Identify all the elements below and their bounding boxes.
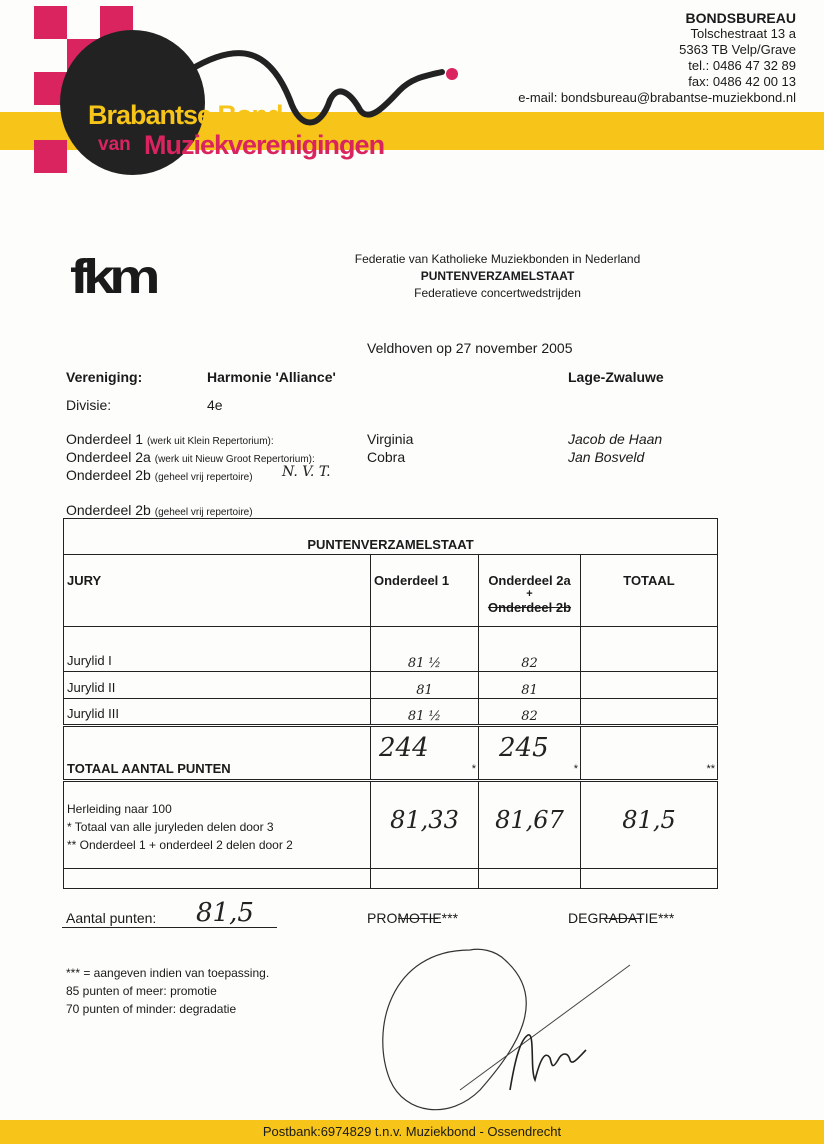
score-total bbox=[581, 699, 718, 726]
points-underline bbox=[62, 927, 277, 928]
table-row bbox=[64, 672, 718, 699]
vereniging-label: Vereniging: bbox=[66, 369, 143, 385]
conversion-onderdeel-2: 81,67 bbox=[479, 781, 581, 869]
piece-2b-label: Onderdeel 2b (geheel vrij repertoire) bbox=[66, 467, 253, 483]
total-onderdeel-1-value: 244 bbox=[379, 733, 429, 763]
score-onderdeel-1: 81 ½ bbox=[371, 699, 479, 726]
promotie-label: PROMOTIE*** bbox=[367, 910, 459, 926]
logo-text-van: van bbox=[98, 134, 131, 155]
piece-2a-composer: Jan Bosveld bbox=[568, 449, 645, 465]
header-onderdeel-1: Onderdeel 1 bbox=[371, 555, 479, 627]
office-address bbox=[518, 10, 796, 106]
degradatie-label: DEGRADATIE*** bbox=[568, 910, 675, 926]
score-onderdeel-1: 81 bbox=[371, 672, 479, 699]
total-onderdeel-1 bbox=[371, 726, 479, 781]
score-total bbox=[581, 672, 718, 699]
office-city: 5363 TB Velp/Grave bbox=[679, 42, 796, 57]
conversion-explanation: Herleiding naar 100 * Totaal van alle juryleden delen door 3 ** Onderdeel 1 + onderdeel 2 delen door 2 bbox=[64, 781, 371, 869]
vereniging-value: Harmonie 'Alliance' bbox=[207, 369, 336, 385]
federation-name: Federatie van Katholieke Muziekbonden in Nederland bbox=[354, 252, 641, 266]
intro-block bbox=[350, 252, 645, 300]
table-row bbox=[64, 699, 718, 726]
table-row-empty bbox=[64, 869, 718, 889]
total-totaal bbox=[581, 726, 718, 781]
place-date: Veldhoven op 27 november 2005 bbox=[367, 340, 573, 356]
piece-2b-handwritten: N. V. T. bbox=[282, 464, 331, 480]
piece-1-composer: Jacob de Haan bbox=[568, 431, 663, 447]
piece-1-label: Onderdeel 1 (werk uit Klein Repertorium): bbox=[66, 431, 274, 447]
divisie-value: 4e bbox=[207, 397, 223, 413]
totals-label: TOTAAL AANTAL PUNTEN bbox=[64, 726, 371, 781]
jury-name: Jurylid I bbox=[64, 627, 371, 672]
footnote-1: *** = aangeven indien van toepassing. bbox=[66, 966, 270, 980]
office-fax: fax: 0486 42 00 13 bbox=[688, 74, 796, 89]
jury-name: Jurylid III bbox=[64, 699, 371, 726]
piece-2a-title: Cobra bbox=[367, 449, 406, 465]
degradatie-strike bbox=[600, 918, 642, 919]
logo-text-line2: Muziekverenigingen bbox=[144, 130, 385, 160]
score-onderdeel-1: 81 ½ bbox=[371, 627, 479, 672]
header-totaal: TOTAAL bbox=[581, 555, 718, 627]
header-jury: JURY bbox=[64, 555, 371, 627]
total-totaal-mark: ** bbox=[706, 763, 715, 775]
form-title: PUNTENVERZAMELSTAAT bbox=[420, 269, 575, 283]
fkm-logo: fkm bbox=[70, 251, 155, 304]
piece-2a-label: Onderdeel 2a (werk uit Nieuw Groot Repertorium): bbox=[66, 449, 315, 465]
score-total bbox=[581, 627, 718, 672]
points-value: 81,5 bbox=[196, 898, 254, 928]
promotie-strike bbox=[398, 918, 438, 919]
total-onderdeel-2-mark: * bbox=[573, 763, 578, 775]
header-onderdeel-2: Onderdeel 2a + Onderdeel 2b bbox=[479, 555, 581, 627]
section-2b-label: Onderdeel 2b (geheel vrij repertoire) bbox=[66, 502, 253, 518]
totals-row bbox=[64, 726, 718, 781]
conversion-row bbox=[64, 781, 718, 869]
score-onderdeel-2: 82 bbox=[479, 699, 581, 726]
office-email: e-mail: bondsbureau@brabantse-muziekbond.nl bbox=[518, 90, 796, 105]
score-table bbox=[63, 518, 718, 889]
points-label: Aantal punten: bbox=[66, 910, 157, 926]
footnote-2: 85 punten of meer: promotie bbox=[66, 984, 217, 998]
logo-text-line1: Brabantse Bond bbox=[88, 100, 283, 130]
score-onderdeel-2: 81 bbox=[479, 672, 581, 699]
office-street: Tolschestraat 13 a bbox=[690, 26, 796, 41]
divisie-label: Divisie: bbox=[66, 397, 112, 413]
conversion-totaal: 81,5 bbox=[581, 781, 718, 869]
total-onderdeel-2 bbox=[479, 726, 581, 781]
signature bbox=[330, 940, 650, 1130]
vereniging-place: Lage-Zwaluwe bbox=[568, 369, 664, 385]
total-onderdeel-2-value: 245 bbox=[499, 733, 549, 763]
footnote-3: 70 punten of minder: degradatie bbox=[66, 1002, 237, 1016]
footer-bank: Postbank:6974829 t.n.v. Muziekbond - Ossendrecht bbox=[262, 1124, 562, 1139]
office-title: BONDSBUREAU bbox=[685, 10, 796, 26]
footnotes bbox=[66, 964, 269, 1018]
office-tel: tel.: 0486 47 32 89 bbox=[688, 58, 796, 73]
form-subtitle: Federatieve concertwedstrijden bbox=[414, 286, 581, 300]
piece-1-title: Virginia bbox=[367, 431, 414, 447]
conversion-onderdeel-1: 81,33 bbox=[371, 781, 479, 869]
total-onderdeel-1-mark: * bbox=[471, 763, 476, 775]
table-title: PUNTENVERZAMELSTAAT bbox=[64, 519, 718, 555]
score-onderdeel-2: 82 bbox=[479, 627, 581, 672]
jury-name: Jurylid II bbox=[64, 672, 371, 699]
table-row bbox=[64, 627, 718, 672]
